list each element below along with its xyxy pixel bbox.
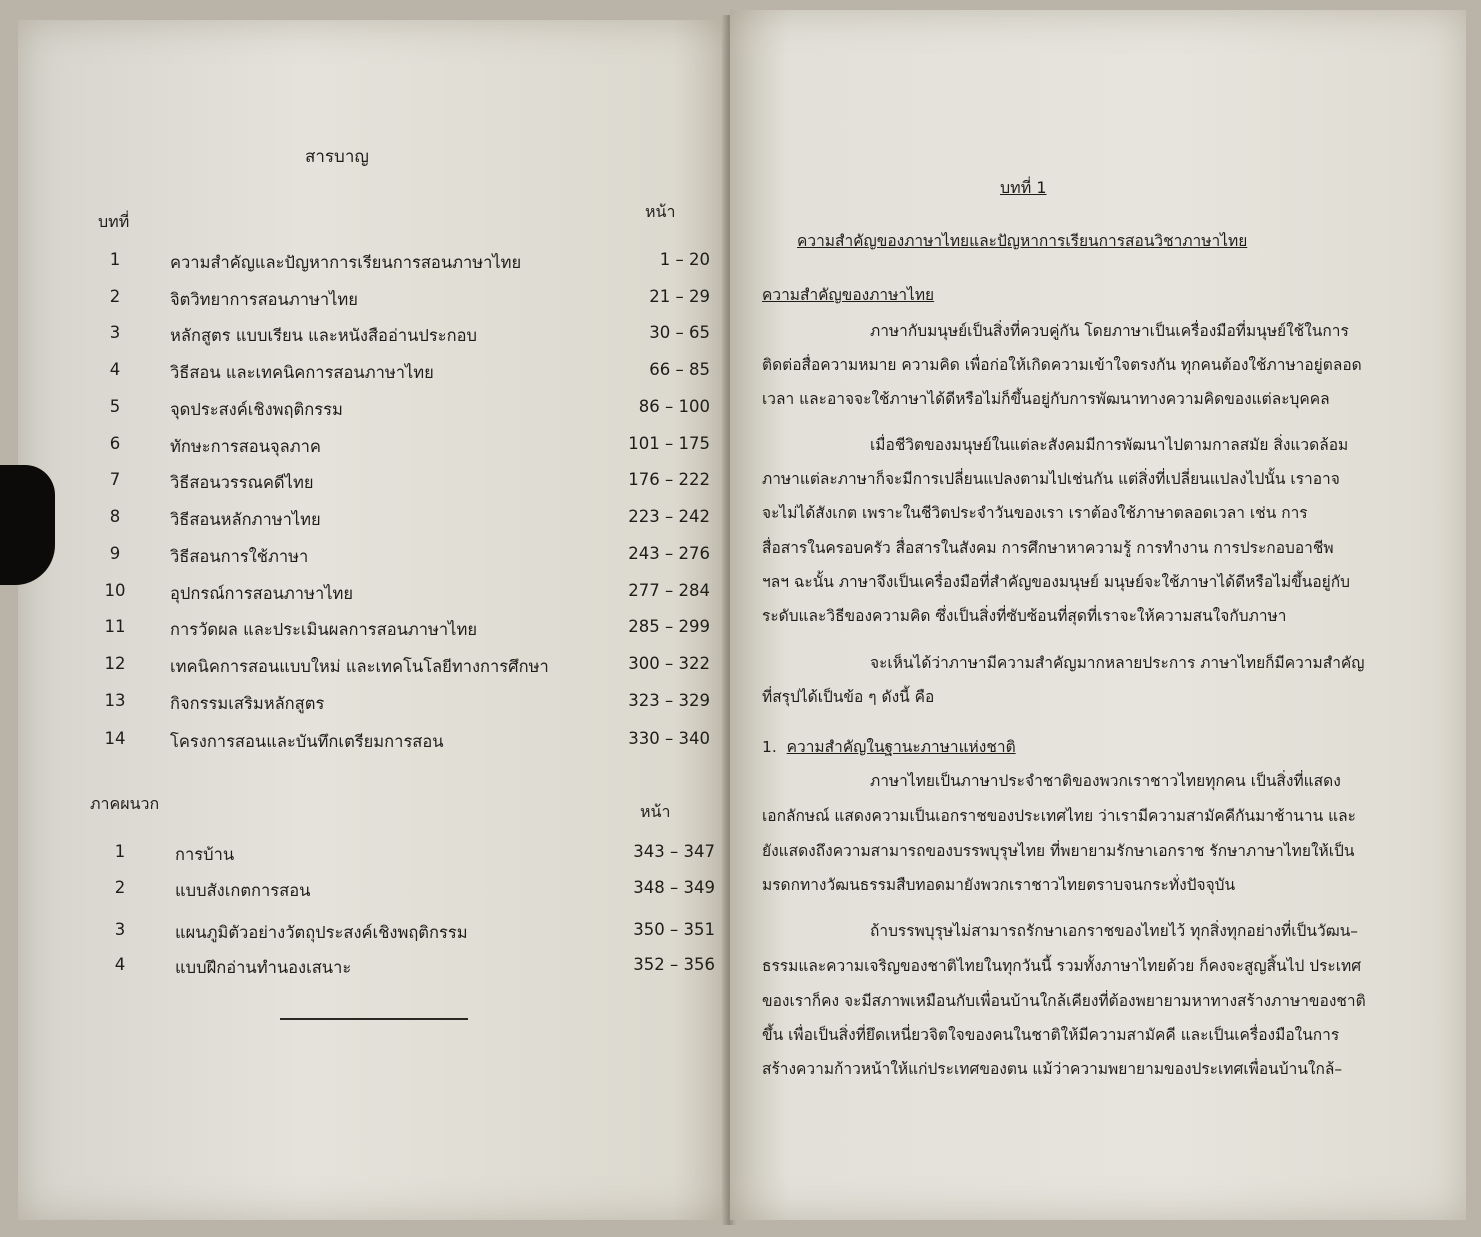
black-index-tab xyxy=(0,465,55,585)
body-line: เวลา และอาจจะใช้ภาษาได้ดีหรือไม่ก็ขึ้นอยู่กับการพัฒนาทางความคิดของแต่ละบุคคล xyxy=(762,390,1330,408)
appendix-header: ภาคผนวก xyxy=(90,794,160,813)
toc-chapter-num: 1 xyxy=(109,250,121,269)
toc-chapter-title: โครงการสอนและบันทึกเตรียมการสอน xyxy=(170,732,444,751)
body-line: ภาษาแต่ละภาษาก็จะมีการเปลี่ยนแปลงตามไปเช่นกัน แต่สิ่งที่เปลี่ยนแปลงไปนั้น เราอาจ xyxy=(762,470,1340,488)
toc-chapter-pages: 243 – 276 xyxy=(628,544,710,563)
toc-chapter-pages: 21 – 29 xyxy=(649,287,710,306)
toc-chapter-title: จุดประสงค์เชิงพฤติกรรม xyxy=(170,400,343,419)
toc-chapter-title: ทักษะการสอนจุลภาค xyxy=(170,437,321,456)
toc-chapter-num: 11 xyxy=(104,617,126,636)
toc-chapter-title: จิตวิทยาการสอนภาษาไทย xyxy=(170,290,358,309)
toc-appendix-title: การบ้าน xyxy=(175,845,235,864)
toc-chapter-num: 5 xyxy=(109,397,121,416)
toc-chapter-title: อุปกรณ์การสอนภาษาไทย xyxy=(170,584,354,603)
toc-chapter-title: วิธีสอนการใช้ภาษา xyxy=(170,547,309,566)
body-line: ที่สรุปได้เป็นข้อ ๆ ดังนี้ คือ xyxy=(762,688,935,706)
point-number: 1. xyxy=(762,738,777,756)
toc-chapter-title: วิธีสอนหลักภาษาไทย xyxy=(170,510,321,529)
toc-title: สารบาญ xyxy=(305,147,369,167)
toc-chapter-pages: 277 – 284 xyxy=(628,581,710,600)
toc-chapter-pages: 330 – 340 xyxy=(628,729,710,748)
toc-chapter-pages: 66 – 85 xyxy=(649,360,710,379)
toc-appendix-pages: 352 – 356 xyxy=(633,955,715,974)
toc-chapter-num: 3 xyxy=(109,323,121,342)
toc-chapter-title: กิจกรรมเสริมหลักสูตร xyxy=(170,694,325,713)
toc-appendix-title: แผนภูมิตัวอย่างวัตถุประสงค์เชิงพฤติกรรม xyxy=(175,923,468,942)
toc-appendix-title: แบบฝึกอ่านทำนองเสนาะ xyxy=(175,958,352,977)
toc-appendix-num: 2 xyxy=(114,878,126,897)
toc-chapter-title: ความสำคัญและปัญหาการเรียนการสอนภาษาไทย xyxy=(170,253,522,272)
toc-chapter-title: วิธีสอนวรรณคดีไทย xyxy=(170,473,314,492)
body-line: ภาษากับมนุษย์เป็นสิ่งที่ควบคู่กัน โดยภาษาเป็นเครื่องมือที่มนุษย์ใช้ในการ xyxy=(870,322,1349,340)
body-line: เมื่อชีวิตของมนุษย์ในแต่ละสังคมมีการพัฒนาไปตามกาลสมัย สิ่งแวดล้อม xyxy=(870,436,1349,454)
toc-appendix-title: แบบสังเกตการสอน xyxy=(175,881,311,900)
chapter-title: ความสำคัญของภาษาไทยและปัญหาการเรียนการสอนวิชาภาษาไทย xyxy=(797,232,1248,250)
body-line: ระดับและวิธีของความคิด ซึ่งเป็นสิ่งที่ซับซ้อนที่สุดที่เราจะให้ความสนใจกับภาษา xyxy=(762,607,1287,625)
body-line: ยังแสดงถึงความสามารถของบรรพบุรุษไทย ที่พยายามรักษาเอกราช รักษาภาษาไทยให้เป็น xyxy=(762,842,1355,860)
point-title: ความสำคัญในฐานะภาษาแห่งชาติ xyxy=(786,738,1016,756)
toc-chapter-pages: 86 – 100 xyxy=(638,397,710,416)
body-line: จะไม่ได้สังเกต เพราะในชีวิตประจำวันของเรา เราต้องใช้ภาษาตลอดเวลา เช่น การ xyxy=(762,504,1308,522)
section-title: ความสำคัญของภาษาไทย xyxy=(762,286,935,304)
body-line: ถ้าบรรพบุรุษไม่สามารถรักษาเอกราชของไทยไว้ ทุกสิ่งทุกอย่างที่เป็นวัฒน– xyxy=(870,922,1359,940)
chapter-heading: บทที่ 1 xyxy=(1000,178,1047,197)
chapter-column-header: บทที่ xyxy=(98,212,130,231)
body-line: ของเราก็คง จะมีสภาพเหมือนกับเพื่อนบ้านใกล้เคียงที่ต้องพยายามหาทางสร้างภาษาของชาติ xyxy=(762,992,1366,1010)
toc-chapter-pages: 30 – 65 xyxy=(649,323,710,342)
toc-chapter-num: 7 xyxy=(109,470,121,489)
toc-chapter-num: 9 xyxy=(109,544,121,563)
toc-chapter-title: การวัดผล และประเมินผลการสอนภาษาไทย xyxy=(170,620,478,639)
toc-chapter-title: เทคนิคการสอนแบบใหม่ และเทคโนโลยีทางการศึกษา xyxy=(170,657,549,676)
toc-chapter-num: 4 xyxy=(109,360,121,379)
page-column-header: หน้า xyxy=(645,202,676,221)
point-heading xyxy=(762,734,1016,759)
body-line: สร้างความก้าวหน้าให้แก่ประเทศของตน แม้ว่าความพยายามของประเทศเพื่อนบ้านใกล้– xyxy=(762,1060,1343,1078)
toc-chapter-pages: 101 – 175 xyxy=(628,434,710,453)
body-line: ติดต่อสื่อความหมาย ความคิด เพื่อก่อให้เกิดความเข้าใจตรงกัน ทุกคนต้องใช้ภาษาอยู่ตลอด xyxy=(762,356,1362,374)
toc-appendix-num: 1 xyxy=(114,842,126,861)
appendix-page-header: หน้า xyxy=(640,802,671,821)
toc-chapter-num: 10 xyxy=(104,581,126,600)
toc-appendix-pages: 348 – 349 xyxy=(633,878,715,897)
toc-chapter-pages: 176 – 222 xyxy=(628,470,710,489)
toc-chapter-num: 13 xyxy=(104,691,126,710)
body-line: จะเห็นได้ว่าภาษามีความสำคัญมากหลายประการ ภาษาไทยก็มีความสำคัญ xyxy=(870,654,1365,672)
toc-chapter-pages: 223 – 242 xyxy=(628,507,710,526)
body-line: ธรรมและความเจริญของชาติไทยในทุกวันนี้ รวมทั้งภาษาไทยด้วย ก็คงจะสูญสิ้นไป ประเทศ xyxy=(762,957,1362,975)
toc-appendix-num: 3 xyxy=(114,920,126,939)
body-line: เอกลักษณ์ แสดงความเป็นเอกราชของประเทศไทย ว่าเรามีความสามัคคีกันมาช้านาน และ xyxy=(762,807,1356,825)
toc-appendix-pages: 350 – 351 xyxy=(633,920,715,939)
toc-chapter-pages: 285 – 299 xyxy=(628,617,710,636)
divider-line xyxy=(280,1018,468,1020)
toc-chapter-num: 6 xyxy=(109,434,121,453)
toc-appendix-pages: 343 – 347 xyxy=(633,842,715,861)
toc-chapter-num: 8 xyxy=(109,507,121,526)
body-line: ฯลฯ ฉะนั้น ภาษาจึงเป็นเครื่องมือที่สำคัญของมนุษย์ มนุษย์จะใช้ภาษาได้ดีหรือไม่ขึ้นอยู่กับ xyxy=(762,573,1350,591)
body-line: ขึ้น เพื่อเป็นสิ่งที่ยึดเหนี่ยวจิตใจของคนในชาติให้มีความสามัคคี และเป็นเครื่องมือในการ xyxy=(762,1026,1340,1044)
body-line: สื่อสารในครอบครัว สื่อสารในสังคม การศึกษาหาความรู้ การทำงาน การประกอบอาชีพ xyxy=(762,539,1334,557)
toc-chapter-num: 2 xyxy=(109,287,121,306)
toc-appendix-num: 4 xyxy=(114,955,126,974)
toc-chapter-num: 14 xyxy=(104,729,126,748)
toc-chapter-num: 12 xyxy=(104,654,126,673)
body-line: มรดกทางวัฒนธรรมสืบทอดมายังพวกเราชาวไทยตราบจนกระทั่งปัจจุบัน xyxy=(762,876,1236,894)
toc-chapter-pages: 1 – 20 xyxy=(659,250,710,269)
toc-chapter-pages: 323 – 329 xyxy=(628,691,710,710)
toc-chapter-pages: 300 – 322 xyxy=(628,654,710,673)
toc-chapter-title: วิธีสอน และเทคนิคการสอนภาษาไทย xyxy=(170,363,434,382)
toc-chapter-title: หลักสูตร แบบเรียน และหนังสืออ่านประกอบ xyxy=(170,326,477,345)
body-line: ภาษาไทยเป็นภาษาประจำชาติของพวกเราชาวไทยทุกคน เป็นสิ่งที่แสดง xyxy=(870,772,1341,790)
